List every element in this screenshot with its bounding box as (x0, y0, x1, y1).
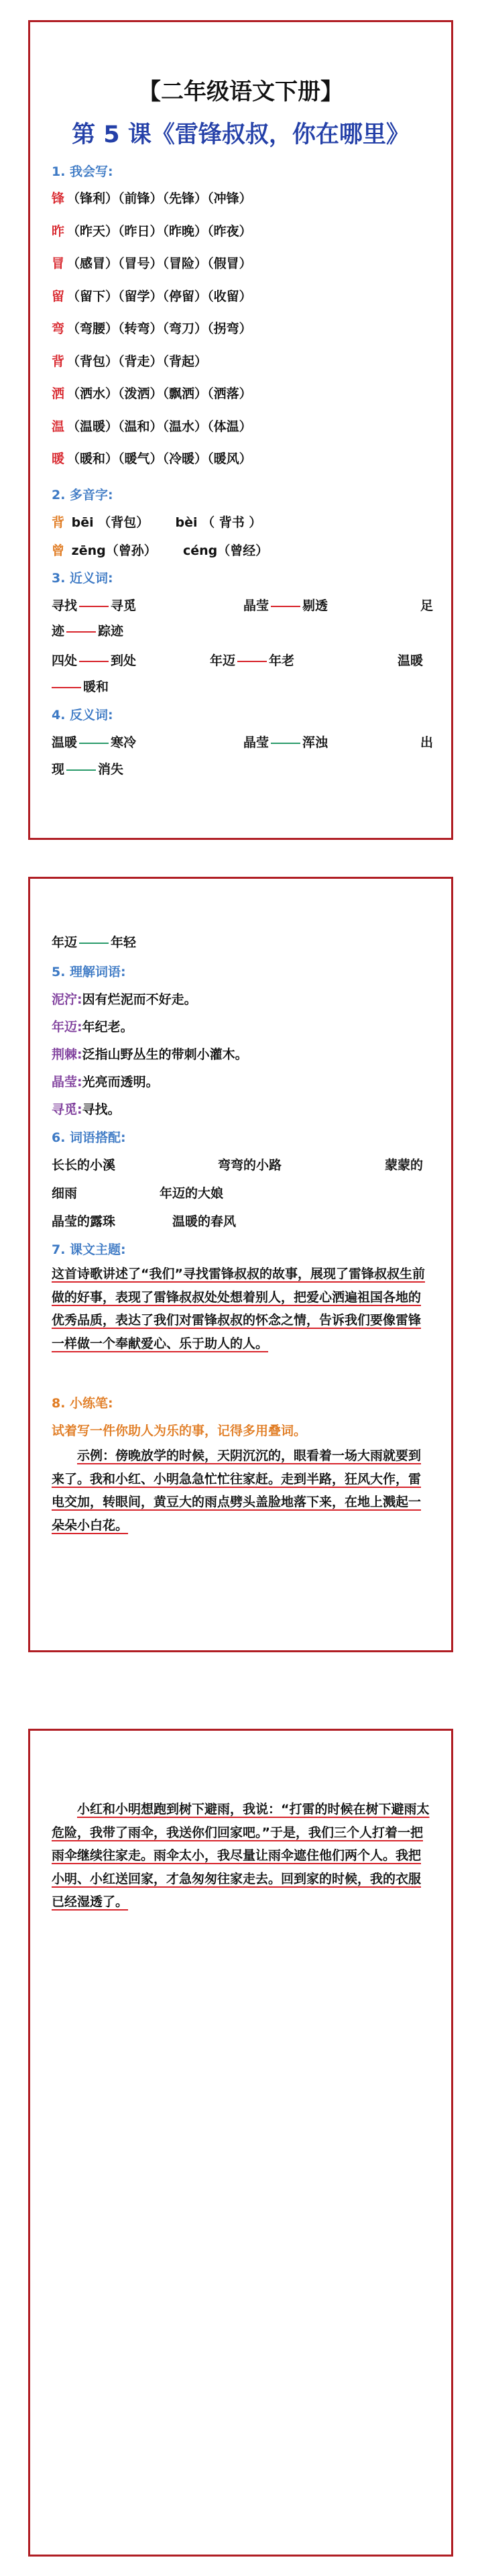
section-polyphone-heading: 2. 多音字: (52, 488, 113, 502)
write-char: 锋 (52, 191, 65, 206)
write-word: （洒落） (207, 386, 252, 401)
synonym-pair: 寻找 寻觅 (52, 598, 137, 613)
collocation: 温暖的春风 (172, 1214, 237, 1229)
polyphone-word: （背包） (98, 515, 149, 530)
section-practice-heading: 8. 小练笔: (52, 1396, 113, 1411)
antonym-pair: 晶莹 浑浊 (243, 735, 328, 750)
story-paragraph: 小红和小明想跑到树下避雨，我说：“打雷的时候在树下避雨太危险，我带了雨伞，我送你们回家吧。”于是，我们三个人打着一把雨伞继续往家走。雨伞太小，我尽量让雨伞遮住他们两个人。我把小明、小红送回家，才急匆匆往家走去。回到家的时候，我的衣服已经湿透了。 (52, 1802, 430, 1909)
write-row (52, 384, 252, 402)
write-word: （假冒） (207, 256, 252, 271)
term-row: 荆棘:泛指山野丛生的带刺小灌木。 (52, 1047, 248, 1062)
worksheet-page-1 (28, 20, 453, 840)
write-row (52, 286, 252, 305)
write-word: （感冒） (67, 256, 119, 271)
write-word: （昨日） (118, 223, 163, 239)
write-word: （弯腰） (67, 321, 119, 336)
write-word: （暖气） (118, 451, 163, 466)
section-antonyms-heading: 4. 反义词: (52, 708, 113, 722)
collocation: 晶莹的露珠 (52, 1214, 116, 1229)
term-row: 泥泞:因有烂泥而不好走。 (52, 992, 197, 1007)
antonym-word: 出 (420, 735, 434, 750)
synonym-pair: 四处 到处 (52, 653, 137, 668)
write-word: （背包） (67, 354, 119, 369)
write-word: （体温） (207, 419, 252, 434)
write-word: （锋利） (67, 191, 119, 206)
write-char: 弯 (52, 321, 65, 336)
worksheet-title: 【二年级语文下册】 (138, 78, 343, 105)
write-char: 背 (52, 354, 65, 369)
theme-paragraph: 这首诗歌讲述了“我们”寻找雷锋叔叔的故事，展现了雷锋叔叔生前做的好事，表现了雷锋叔叔处处想着别人，把爱心洒遍祖国各地的优秀品质，表达了我们对雷锋叔叔的怀念之情，告诉我们要像雷锋一样做一个奉献爱心、乐于助人的人。 (52, 1267, 425, 1351)
write-word: （背起） (162, 354, 208, 369)
write-word: （前锋） (118, 191, 163, 206)
synonym-pair: 暖和 (52, 677, 109, 695)
section-theme-heading: 7. 课文主题: (52, 1242, 126, 1257)
write-word: （背走） (118, 354, 163, 369)
polyphone-char: 曾 (52, 543, 65, 558)
write-word: （昨晚） (162, 223, 208, 239)
lesson-title: 第 5 课《雷锋叔叔，你在哪里》 (72, 121, 410, 148)
write-word: （留学） (118, 288, 163, 304)
term-row: 年迈:年纪老。 (52, 1020, 133, 1034)
write-row (52, 221, 252, 239)
write-word: （弯刀） (162, 321, 208, 336)
pinyin: bèi (175, 515, 198, 530)
worksheet-page-3 (28, 1729, 453, 2557)
write-row (52, 352, 207, 370)
synonym-pair: 晶莹 剔透 (243, 598, 328, 613)
write-row (52, 189, 252, 207)
write-word: （洒水） (67, 386, 119, 401)
write-word: （转弯） (118, 321, 163, 336)
write-word: （昨天） (67, 223, 119, 239)
write-word: （冷暖） (162, 451, 208, 466)
write-row (52, 449, 252, 467)
antonym-pair: 现 消失 (52, 762, 124, 777)
collocation: 长长的小溪 (52, 1158, 116, 1173)
section-write-heading: 1. 我会写: (52, 164, 113, 179)
write-word: （昨夜） (207, 223, 252, 239)
section-collocation-heading: 6. 词语搭配: (52, 1130, 126, 1145)
write-char: 留 (52, 288, 65, 304)
practice-tip: 试着写一件你助人为乐的事，记得多用叠词。 (52, 1424, 307, 1438)
write-word: （冲锋） (207, 191, 252, 206)
write-row (52, 319, 252, 337)
polyphone-row (52, 541, 268, 559)
write-char: 冒 (52, 256, 65, 271)
write-word: （泼洒） (118, 386, 163, 401)
write-row (52, 417, 252, 435)
collocation: 弯弯的小路 (218, 1158, 282, 1173)
collocation: 蒙蒙的 (385, 1158, 424, 1173)
write-word: （冒险） (162, 256, 208, 271)
term-row: 晶莹:光亮而透明。 (52, 1075, 159, 1089)
polyphone-word: （ 背书 ） (202, 515, 262, 530)
section-terms-heading: 5. 理解词语: (52, 965, 126, 979)
synonym-word: 足 (420, 598, 434, 613)
synonym-pair: 迹 踪迹 (52, 624, 124, 639)
synonym-word: 温暖 (398, 653, 424, 668)
synonym-pair: 年迈 年老 (210, 653, 295, 668)
section-synonyms-heading: 3. 近义词: (52, 571, 113, 586)
antonym-pair: 年迈 年轻 (52, 935, 137, 950)
write-word: （暖风） (207, 451, 252, 466)
write-word: （暖和） (67, 451, 119, 466)
practice-example: 示例：傍晚放学的时候，天阴沉沉的，眼看着一场大雨就要到来了。我和小红、小明急急忙忙往家赶。走到半路，狂风大作，雷电交加，转眼间，黄豆大的雨点劈头盖脸地落下来，在地上溅起一朵朵小白花。 (52, 1448, 422, 1533)
collocation: 年迈的大娘 (160, 1186, 224, 1201)
write-word: （留下） (67, 288, 119, 304)
term-row: 寻觅:寻找。 (52, 1102, 121, 1117)
write-word: （温水） (162, 419, 208, 434)
write-word: （冒号） (118, 256, 163, 271)
write-word: （飘洒） (162, 386, 208, 401)
write-word: （温暖） (67, 419, 119, 434)
pinyin: bēi (71, 515, 94, 530)
pinyin: zēng（曾孙） (71, 543, 157, 558)
polyphone-char: 背 (52, 515, 65, 530)
write-word: （收留） (207, 288, 252, 304)
write-char: 洒 (52, 386, 65, 401)
write-row (52, 254, 252, 272)
write-word: （先锋） (162, 191, 208, 206)
write-char: 温 (52, 419, 65, 434)
write-char: 昨 (52, 223, 65, 239)
write-char: 暖 (52, 451, 65, 466)
worksheet-page-2 (28, 877, 453, 1652)
write-word: （停留） (162, 288, 208, 304)
polyphone-row (52, 513, 261, 531)
pinyin: céng（曾经） (182, 543, 269, 558)
collocation: 细雨 (52, 1186, 78, 1201)
write-word: （拐弯） (207, 321, 252, 336)
antonym-pair: 温暖 寒冷 (52, 735, 137, 750)
write-word: （温和） (118, 419, 163, 434)
